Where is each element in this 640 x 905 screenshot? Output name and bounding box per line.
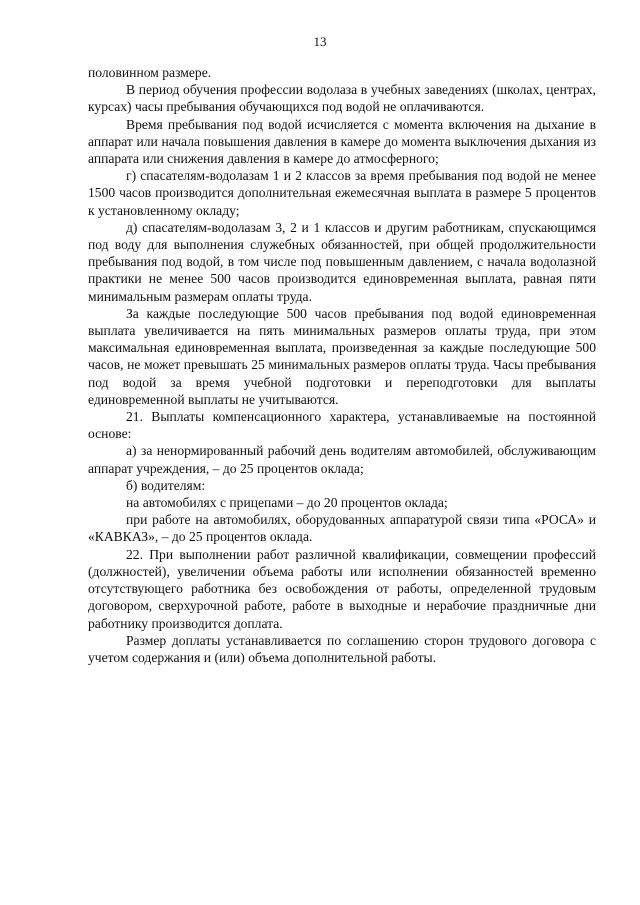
paragraph: а) за ненормированный рабочий день водителям автомобилей, обслуживающим аппарат учреждения, – до 25 процентов оклада; [88, 443, 596, 476]
paragraph: 22. При выполнении работ различной квалификации, совмещении профессий (должностей), увеличении объема работы или исполнении обязанностей временно отсутствующего работника без освобождения от работы, определенной трудовым договором, сверхурочной работе, работе в выходные и нерабочие праздничные дни работнику производится доплата. [88, 546, 596, 631]
paragraph: В период обучения профессии водолаза в учебных заведениях (школах, центрах, курсах) часы пребывания обучающихся под водой не оплачиваются. [88, 82, 596, 115]
paragraph: д) спасателям-водолазам 3, 2 и 1 классов и другим работникам, спускающимся под воду для выполнения служебных обязанностей, при общей продолжительности пребывания под водой, в том числе под повышенным давлением, с начала водолазной практики не менее 500 часов производится единовременная выплата, равная пяти минимальным размерам оплаты труда. [88, 219, 596, 304]
paragraph: при работе на автомобилях, оборудованных аппаратурой связи типа «РОСА» и «КАВКАЗ», – до 25 процентов оклада. [88, 512, 596, 545]
paragraph: 21. Выплаты компенсационного характера, устанавливаемые на постоянной основе: [88, 409, 596, 442]
page-number: 13 [313, 34, 327, 49]
document-body [88, 64, 596, 666]
paragraph: За каждые последующие 500 часов пребывания под водой единовременная выплата увеличивается на пять минимальных размеров оплаты труда, при этом максимальная единовременная выплата, произведенная за каждые последующие 500 часов, не может превышать 25 минимальных размеров оплаты труда. Часы пребывания под водой за время учебной подготовки и переподготовки для выплаты единовременной выплаты не учитываются. [88, 305, 596, 407]
paragraph: половинном размере. [88, 65, 212, 80]
paragraph: б) водителям: [126, 477, 206, 493]
paragraph: Размер доплаты устанавливается по соглашению сторон трудового договора с учетом содержания и (или) объема дополнительной работы. [88, 632, 596, 665]
paragraph: Время пребывания под водой исчисляется с момента включения на дыхание в аппарат или начала повышения давления в камере до момента выключения дыхания из аппарата или снижения давления в камере до атмосферного; [88, 116, 596, 167]
paragraph: г) спасателям-водолазам 1 и 2 классов за время пребывания под водой не менее 1500 часов производится дополнительная ежемесячная выплата в размере 5 процентов к установленному окладу; [88, 168, 596, 218]
paragraph: на автомобилях с прицепами – до 20 процентов оклада; [126, 495, 448, 511]
